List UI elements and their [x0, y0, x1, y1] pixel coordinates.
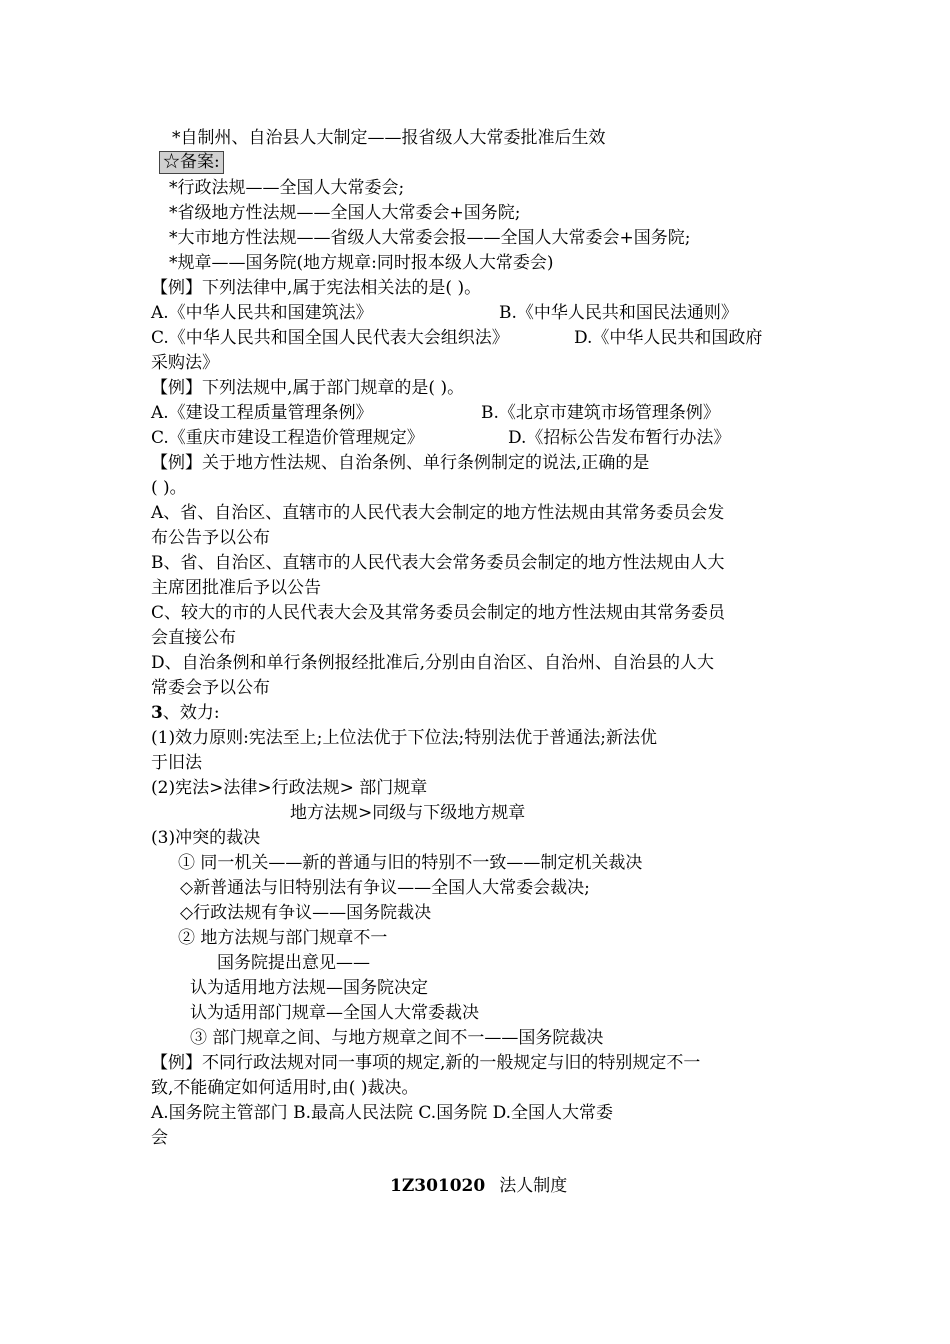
section-title: 、效力:	[162, 703, 220, 723]
option-a: A.《中华人民共和国建筑法》	[151, 303, 373, 323]
text-line: ① 同一机关——新的普通与旧的特别不一致——制定机关裁决	[178, 853, 643, 873]
option-a: A.《建设工程质量管理条例》	[151, 403, 373, 423]
option-c: C、较大的市的人民代表大会及其常务委员会制定的地方性法规由其常务委员	[151, 603, 726, 623]
option-b: B.《北京市建筑市场管理条例》	[481, 403, 720, 423]
text-line: 认为适用地方法规—国务院决定	[190, 978, 428, 998]
section-number: 3	[151, 703, 163, 723]
text-line: 认为适用部门规章—全国人大常委裁决	[190, 1003, 479, 1023]
option-a-continued: 布公告予以公布	[151, 528, 270, 548]
text-line: *自制州、自治县人大制定——报省级人大常委批准后生效	[172, 128, 606, 148]
option-b: B.《中华人民共和国民法通则》	[499, 303, 738, 323]
text-line: 地方法规>同级与下级地方规章	[290, 803, 526, 823]
text-line: ◇行政法规有争议——国务院裁决	[180, 903, 432, 923]
option-d: D.《招标公告发布暂行办法》	[508, 428, 731, 448]
section-heading	[390, 1174, 567, 1199]
text-line: *省级地方性法规——全国人大常委会+国务院;	[169, 203, 521, 223]
example-question: 【例】关于地方性法规、自治条例、单行条例制定的说法,正确的是	[151, 453, 650, 473]
section-code: 1Z301020	[390, 1176, 486, 1196]
option-c: C.《重庆市建设工程造价管理规定》	[151, 428, 424, 448]
text-line: ◇新普通法与旧特别法有争议——全国人大常委会裁决;	[180, 878, 590, 898]
text-line: *行政法规——全国人大常委会;	[169, 178, 405, 198]
option-c-continued: 会直接公布	[151, 628, 236, 648]
text-line: *规章——国务院(地方规章:同时报本级人大常委会)	[169, 253, 554, 273]
section-title: 法人制度	[499, 1176, 568, 1196]
answer-options-continued: 会	[151, 1128, 168, 1148]
example-question: 【例】不同行政法规对同一事项的规定,新的一般规定与旧的特别规定不一	[151, 1053, 701, 1073]
text-line: 于旧法	[151, 753, 202, 773]
text-line: ② 地方法规与部门规章不一	[178, 928, 388, 948]
example-question: 【例】下列法规中,属于部门规章的是( )。	[151, 378, 465, 398]
option-b: B、省、自治区、直辖市的人民代表大会常务委员会制定的地方性法规由人大	[151, 553, 725, 573]
option-d-continued: 采购法》	[151, 353, 219, 373]
answer-options: A.国务院主管部门 B.最高人民法院 C.国务院 D.全国人大常委	[151, 1103, 614, 1123]
text-line: (3)冲突的裁决	[151, 828, 261, 848]
option-d-continued: 常委会予以公布	[151, 678, 270, 698]
text-line: ③ 部门规章之间、与地方规章之间不一——国务院裁决	[190, 1028, 604, 1048]
example-question-continued: ( )。	[151, 478, 187, 498]
option-b-continued: 主席团批准后予以公告	[151, 578, 321, 598]
example-question-continued: 致,不能确定如何适用时,由( )裁决。	[151, 1078, 419, 1098]
text-line: 国务院提出意见——	[217, 953, 370, 973]
text-line: (2)宪法>法律>行政法规> 部门规章	[151, 778, 428, 798]
option-d: D、自治条例和单行条例报经批准后,分别由自治区、自治州、自治县的人大	[151, 653, 715, 673]
option-c: C.《中华人民共和国全国人民代表大会组织法》	[151, 328, 509, 348]
option-d: D.《中华人民共和国政府	[574, 328, 763, 348]
section-heading-effect	[151, 701, 220, 726]
option-a: A、省、自治区、直辖市的人民代表大会制定的地方性法规由其常务委员会发	[151, 503, 725, 523]
text-line: *大市地方性法规——省级人大常委会报——全国人大常委会+国务院;	[169, 228, 691, 248]
example-question: 【例】下列法律中,属于宪法相关法的是( )。	[151, 278, 482, 298]
filing-label: ☆备案:	[159, 151, 224, 174]
text-line: (1)效力原则:宪法至上;上位法优于下位法;特别法优于普通法;新法优	[151, 728, 657, 748]
